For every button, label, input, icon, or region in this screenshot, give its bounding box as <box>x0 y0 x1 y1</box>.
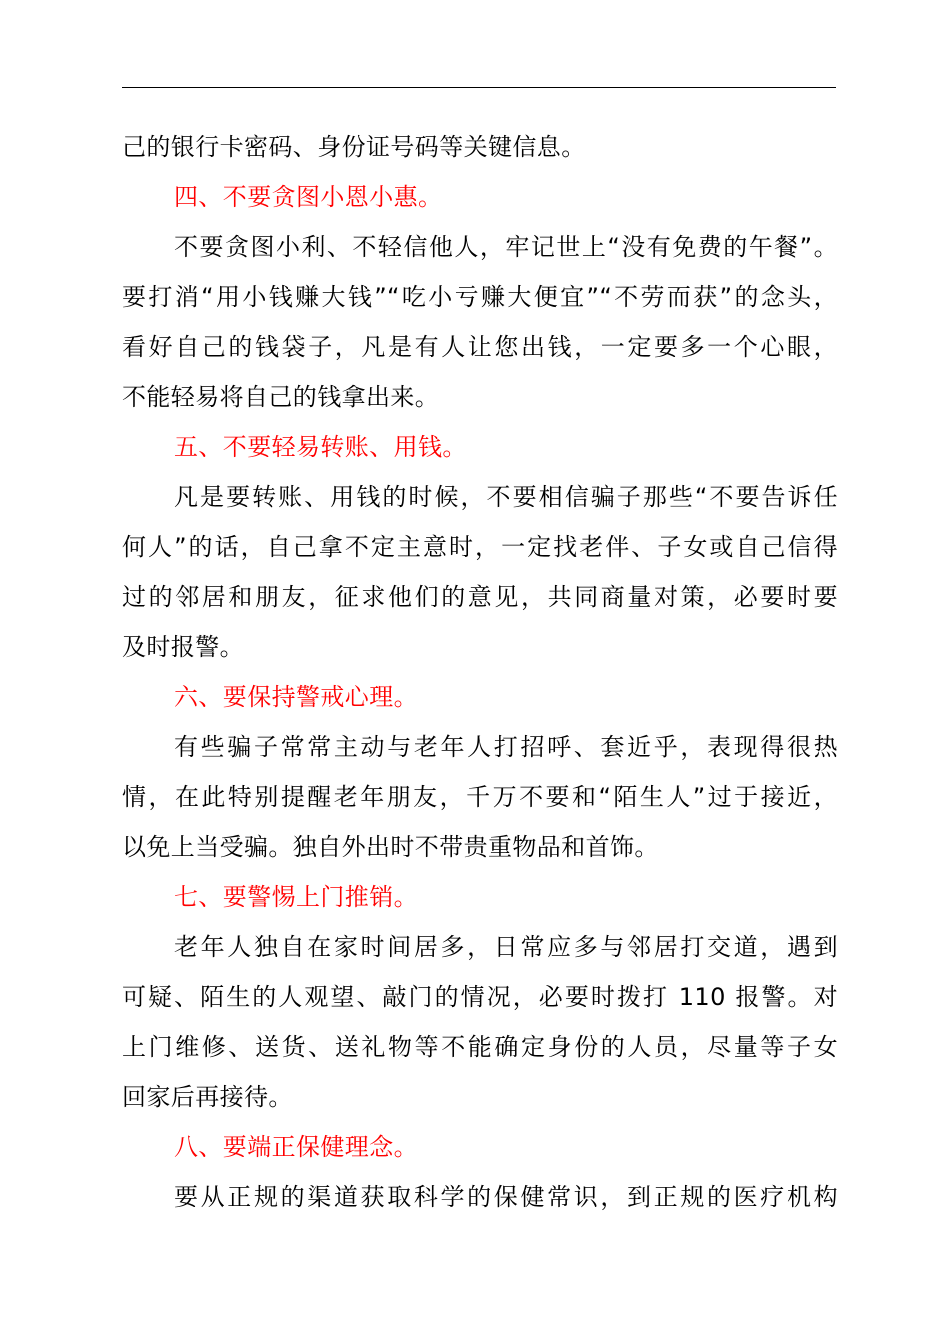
body-text-line: 回家后再接待。 <box>122 1083 293 1111</box>
section-heading: 八、要端正保健理念。 <box>174 1133 418 1161</box>
body-text-line: 以免上当受骗。独自外出时不带贵重物品和首饰。 <box>122 833 659 861</box>
body-text-line: 己的银行卡密码、身份证号码等关键信息。 <box>122 133 586 161</box>
section-heading: 四、不要贪图小恩小惠。 <box>174 183 443 211</box>
section-heading: 五、不要轻易转账、用钱。 <box>174 433 467 461</box>
body-text-line: 要从正规的渠道获取科学的保健常识，到正规的医疗机构 <box>174 1183 838 1211</box>
section-heading: 七、要警惕上门推销。 <box>174 883 418 911</box>
body-text-line: 过的邻居和朋友，征求他们的意见，共同商量对策，必要时要 <box>122 583 838 611</box>
body-text-line: 情，在此特别提醒老年朋友，千万不要和“陌生人”过于接近， <box>122 783 838 811</box>
body-text-line: 看好自己的钱袋子，凡是有人让您出钱，一定要多一个心眼， <box>122 333 838 361</box>
body-text-line: 老年人独自在家时间居多，日常应多与邻居打交道，遇到 <box>174 933 838 961</box>
body-text-line: 及时报警。 <box>122 633 244 661</box>
body-text-line: 凡是要转账、用钱的时候，不要相信骗子那些“不要告诉任 <box>174 483 838 511</box>
document-body <box>122 122 838 1222</box>
section-heading: 六、要保持警戒心理。 <box>174 683 418 711</box>
body-text-line: 不要贪图小利、不轻信他人，牢记世上“没有免费的午餐”。 <box>174 233 838 261</box>
body-text-line: 有些骗子常常主动与老年人打招呼、套近乎，表现得很热 <box>174 733 838 761</box>
body-text-line: 可疑、陌生的人观望、敲门的情况，必要时拨打 110 报警。对 <box>122 983 838 1011</box>
header-rule <box>122 87 836 88</box>
body-text-line: 要打消“用小钱赚大钱”“吃小亏赚大便宜”“不劳而获”的念头， <box>122 283 838 311</box>
body-text-line: 上门维修、送货、送礼物等不能确定身份的人员，尽量等子女 <box>122 1033 838 1061</box>
body-text-line: 何人”的话，自己拿不定主意时，一定找老伴、子女或自己信得 <box>122 533 838 561</box>
body-text-line: 不能轻易将自己的钱拿出来。 <box>122 383 440 411</box>
